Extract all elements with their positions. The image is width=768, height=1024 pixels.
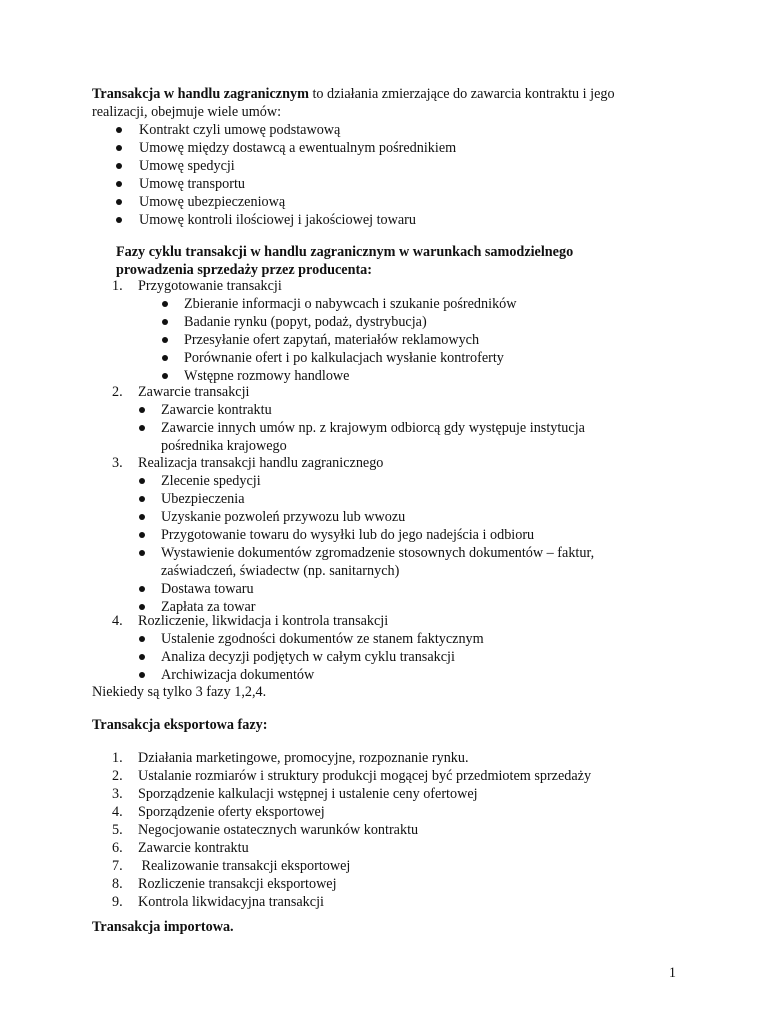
faza-label: 1. Przygotowanie transakcji [112, 278, 282, 294]
faza-2 [112, 383, 672, 401]
umowy-list [116, 121, 676, 229]
faza-label: 3. Realizacja transakcji handlu zagranicznego [112, 455, 384, 471]
intro-text-line2: realizacji, obejmuje wiele umów: [92, 104, 282, 120]
list-item: 5. Negocjowanie ostatecznych warunków kontraktu [112, 822, 419, 838]
list-item-continuation: pośrednika krajowego [161, 438, 287, 454]
eksport-list [112, 749, 672, 911]
list-item: Wstępne rozmowy handlowe [162, 367, 682, 385]
fazy-heading: Fazy cyklu transakcji w handlu zagranicznym w warunkach samodzielnego prowadzenia sprzedaży przez producenta: [116, 244, 574, 278]
list-item: Badanie rynku (popyt, podaż, dystrybucja) [162, 313, 682, 331]
note-text: Niekiedy są tylko 3 fazy 1,2,4. [92, 684, 267, 700]
list-item: Umowę kontroli ilościowej i jakościowej towaru [116, 211, 676, 229]
import-heading: Transakcja importowa. [92, 919, 234, 935]
list-item: Ustalenie zgodności dokumentów ze stanem faktycznym [139, 630, 679, 648]
list-item: Umowę transportu [116, 175, 676, 193]
intro-term: Transakcja w handlu zagranicznym [92, 86, 309, 102]
list-item: Zawarcie innych umów np. z krajowym odbiorcą gdy występuje instytucja [139, 419, 679, 437]
list-item: 4. Sporządzenie oferty eksportowej [112, 804, 325, 820]
list-item: Umowę między dostawcą a ewentualnym pośrednikiem [116, 139, 676, 157]
list-item: 1. Działania marketingowe, promocyjne, rozpoznanie rynku. [112, 750, 469, 766]
list-item: 8. Rozliczenie transakcji eksportowej [112, 876, 337, 892]
faza-3 [112, 454, 672, 472]
list-item: 3. Sporządzenie kalkulacji wstępnej i ustalenie ceny ofertowej [112, 786, 478, 802]
intro-paragraph [92, 85, 682, 121]
list-item: 9. Kontrola likwidacyjna transakcji [112, 894, 324, 910]
faza-4-items [139, 630, 679, 684]
list-item: Uzyskanie pozwoleń przywozu lub wwozu [139, 508, 699, 526]
list-item: Porównanie ofert i po kalkulacjach wysłanie kontroferty [162, 349, 682, 367]
list-item: 7. Realizowanie transakcji eksportowej [112, 858, 351, 874]
list-item: Kontrakt czyli umowę podstawową [116, 121, 676, 139]
list-item: 2. Ustalanie rozmiarów i struktury produkcji mogącej być przedmiotem sprzedaży [112, 768, 592, 784]
faza-1-items [162, 295, 682, 385]
eksport-heading: Transakcja eksportowa fazy: [92, 717, 268, 733]
list-item: Archiwizacja dokumentów [139, 666, 679, 684]
page-number: 1 [668, 965, 676, 981]
faza-3-items [139, 472, 699, 616]
faza-1 [112, 277, 672, 295]
list-item: Umowę spedycji [116, 157, 676, 175]
faza-label: 4. Rozliczenie, likwidacja i kontrola transakcji [112, 613, 389, 629]
list-item-continuation: zaświadczeń, świadectw (np. sanitarnych) [161, 563, 400, 579]
list-item: Zawarcie kontraktu [139, 401, 679, 419]
faza-2-items [139, 401, 679, 455]
list-item: Przesyłanie ofert zapytań, materiałów reklamowych [162, 331, 682, 349]
faza-4 [112, 612, 672, 630]
faza-label: 2. Zawarcie transakcji [112, 384, 250, 400]
list-item: Dostawa towaru [139, 580, 699, 598]
list-item: Zbieranie informacji o nabywcach i szukanie pośredników [162, 295, 682, 313]
list-item: Umowę ubezpieczeniową [116, 193, 676, 211]
list-item: Zapłata za towar [139, 598, 699, 616]
list-item: Przygotowanie towaru do wysyłki lub do jego nadejścia i odbioru [139, 526, 699, 544]
list-item: Wystawienie dokumentów zgromadzenie stosownych dokumentów – faktur, [139, 544, 699, 562]
list-item: Zlecenie spedycji [139, 472, 699, 490]
list-item: Analiza decyzji podjętych w całym cyklu transakcji [139, 648, 679, 666]
intro-text-line1: to działania zmierzające do zawarcia kontraktu i jego [308, 86, 615, 102]
list-item: Ubezpieczenia [139, 490, 699, 508]
list-item: 6. Zawarcie kontraktu [112, 840, 249, 856]
